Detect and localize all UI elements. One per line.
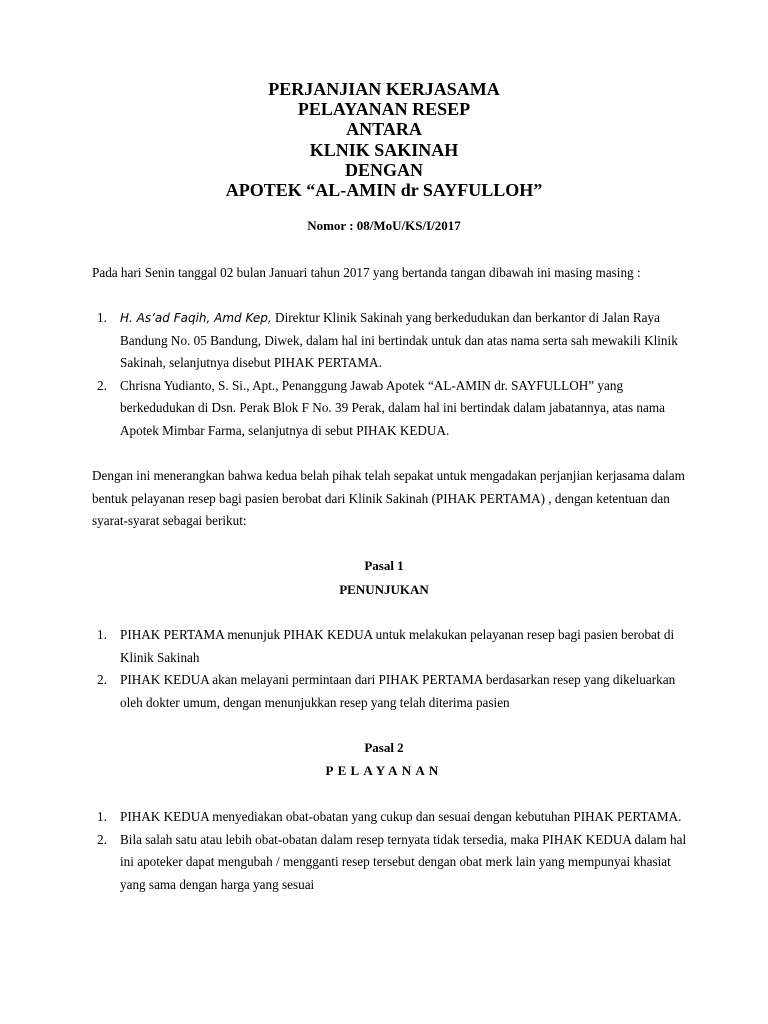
list-number: 2. bbox=[97, 672, 107, 687]
list-number: 1. bbox=[97, 627, 107, 642]
list-item bbox=[92, 624, 692, 669]
document-title bbox=[0, 79, 768, 200]
opening-paragraph: Pada hari Senin tanggal 02 bulan Januari tahun 2017 yang bertanda tangan dibawah ini masing masing : bbox=[92, 265, 641, 280]
title-line: ANTARA bbox=[346, 119, 422, 140]
list-number: 2. bbox=[97, 377, 107, 393]
list-number: 1. bbox=[97, 809, 107, 824]
document-number: Nomor : 08/MoU/KS/I/2017 bbox=[307, 218, 461, 233]
party-name: H. As’ad Faqih, Amd Kep, bbox=[120, 311, 272, 325]
list-item-text: PIHAK KEDUA menyediakan obat-obatan yang cukup dan sesuai dengan kebutuhan PIHAK PERTAMA. bbox=[120, 809, 682, 824]
list-item-text: PIHAK PERTAMA menunjuk PIHAK KEDUA untuk melakukan pelayanan resep bagi pasien berobat di Klinik Sakinah bbox=[120, 627, 675, 665]
title-line: DENGAN bbox=[344, 159, 423, 180]
pasal-1-heading: PENUNJUKAN bbox=[339, 582, 429, 597]
list-item bbox=[92, 806, 692, 829]
list-item bbox=[92, 375, 692, 443]
title-line: PERJANJIAN KERJASAMA bbox=[268, 79, 500, 99]
list-number: 2. bbox=[97, 831, 107, 847]
list-item bbox=[92, 829, 692, 897]
title-line: APOTEK “AL-AMIN dr SAYFULLOH” bbox=[225, 180, 543, 201]
list-item-text: Direktur Klinik Sakinah yang berkedudukan dan berkantor di Jalan Raya Bandung No. 05 Bandung, Diwek, dalam hal ini bertindak untuk dan atas nama serta sah mewakili Klinik Sakinah, selanjutnya disebut PIHAK PERTAMA. bbox=[120, 310, 678, 370]
pasal-1-label: Pasal 1 bbox=[364, 558, 404, 573]
pasal-2-heading: PELAYANAN bbox=[325, 763, 443, 778]
list-item-text: Bila salah satu atau lebih obat-obatan dalam resep ternyata tidak tersedia, maka PIHAK KEDUA dalam hal ini apoteker dapat mengubah / mengganti resep tersebut dengan obat merk lain yang mempunyai khasiat yang sama dengan harga yang sesuai bbox=[120, 831, 687, 892]
list-item bbox=[92, 307, 692, 375]
pasal-2-list bbox=[92, 806, 692, 896]
list-item-text: PIHAK KEDUA akan melayani permintaan dari PIHAK PERTAMA berdasarkan resep yang dikeluarkan oleh dokter umum, dengan menunjukkan resep yang telah diterima pasien bbox=[120, 672, 676, 710]
parties-list bbox=[92, 307, 692, 442]
agreement-paragraph: Dengan ini menerangkan bahwa kedua belah pihak telah sepakat untuk mengadakan perjanjian kerjasama dalam bentuk pelayanan resep bagi pasien berobat dari Klinik Sakinah (PIHAK PERTAMA) , dengan ketentuan dan syarat-syarat sebagai berikut: bbox=[92, 468, 685, 528]
pasal-1-list bbox=[92, 624, 692, 714]
title-line: PELAYANAN RESEP bbox=[297, 99, 471, 120]
pasal-2-label: Pasal 2 bbox=[364, 740, 404, 755]
list-number: 1. bbox=[97, 310, 107, 325]
list-item-text: Chrisna Yudianto, S. Si., Apt., Penanggung Jawab Apotek “AL-AMIN dr. SAYFULLOH” yang berkedudukan di Dsn. Perak Blok F No. 39 Perak, dalam hal ini bertindak dalam jabatannya, atas nama Apotek Mimbar Farma, selanjutnya di sebut PIHAK KEDUA. bbox=[120, 377, 665, 438]
list-item bbox=[92, 669, 692, 714]
title-line: KLNIK SAKINAH bbox=[309, 139, 459, 160]
